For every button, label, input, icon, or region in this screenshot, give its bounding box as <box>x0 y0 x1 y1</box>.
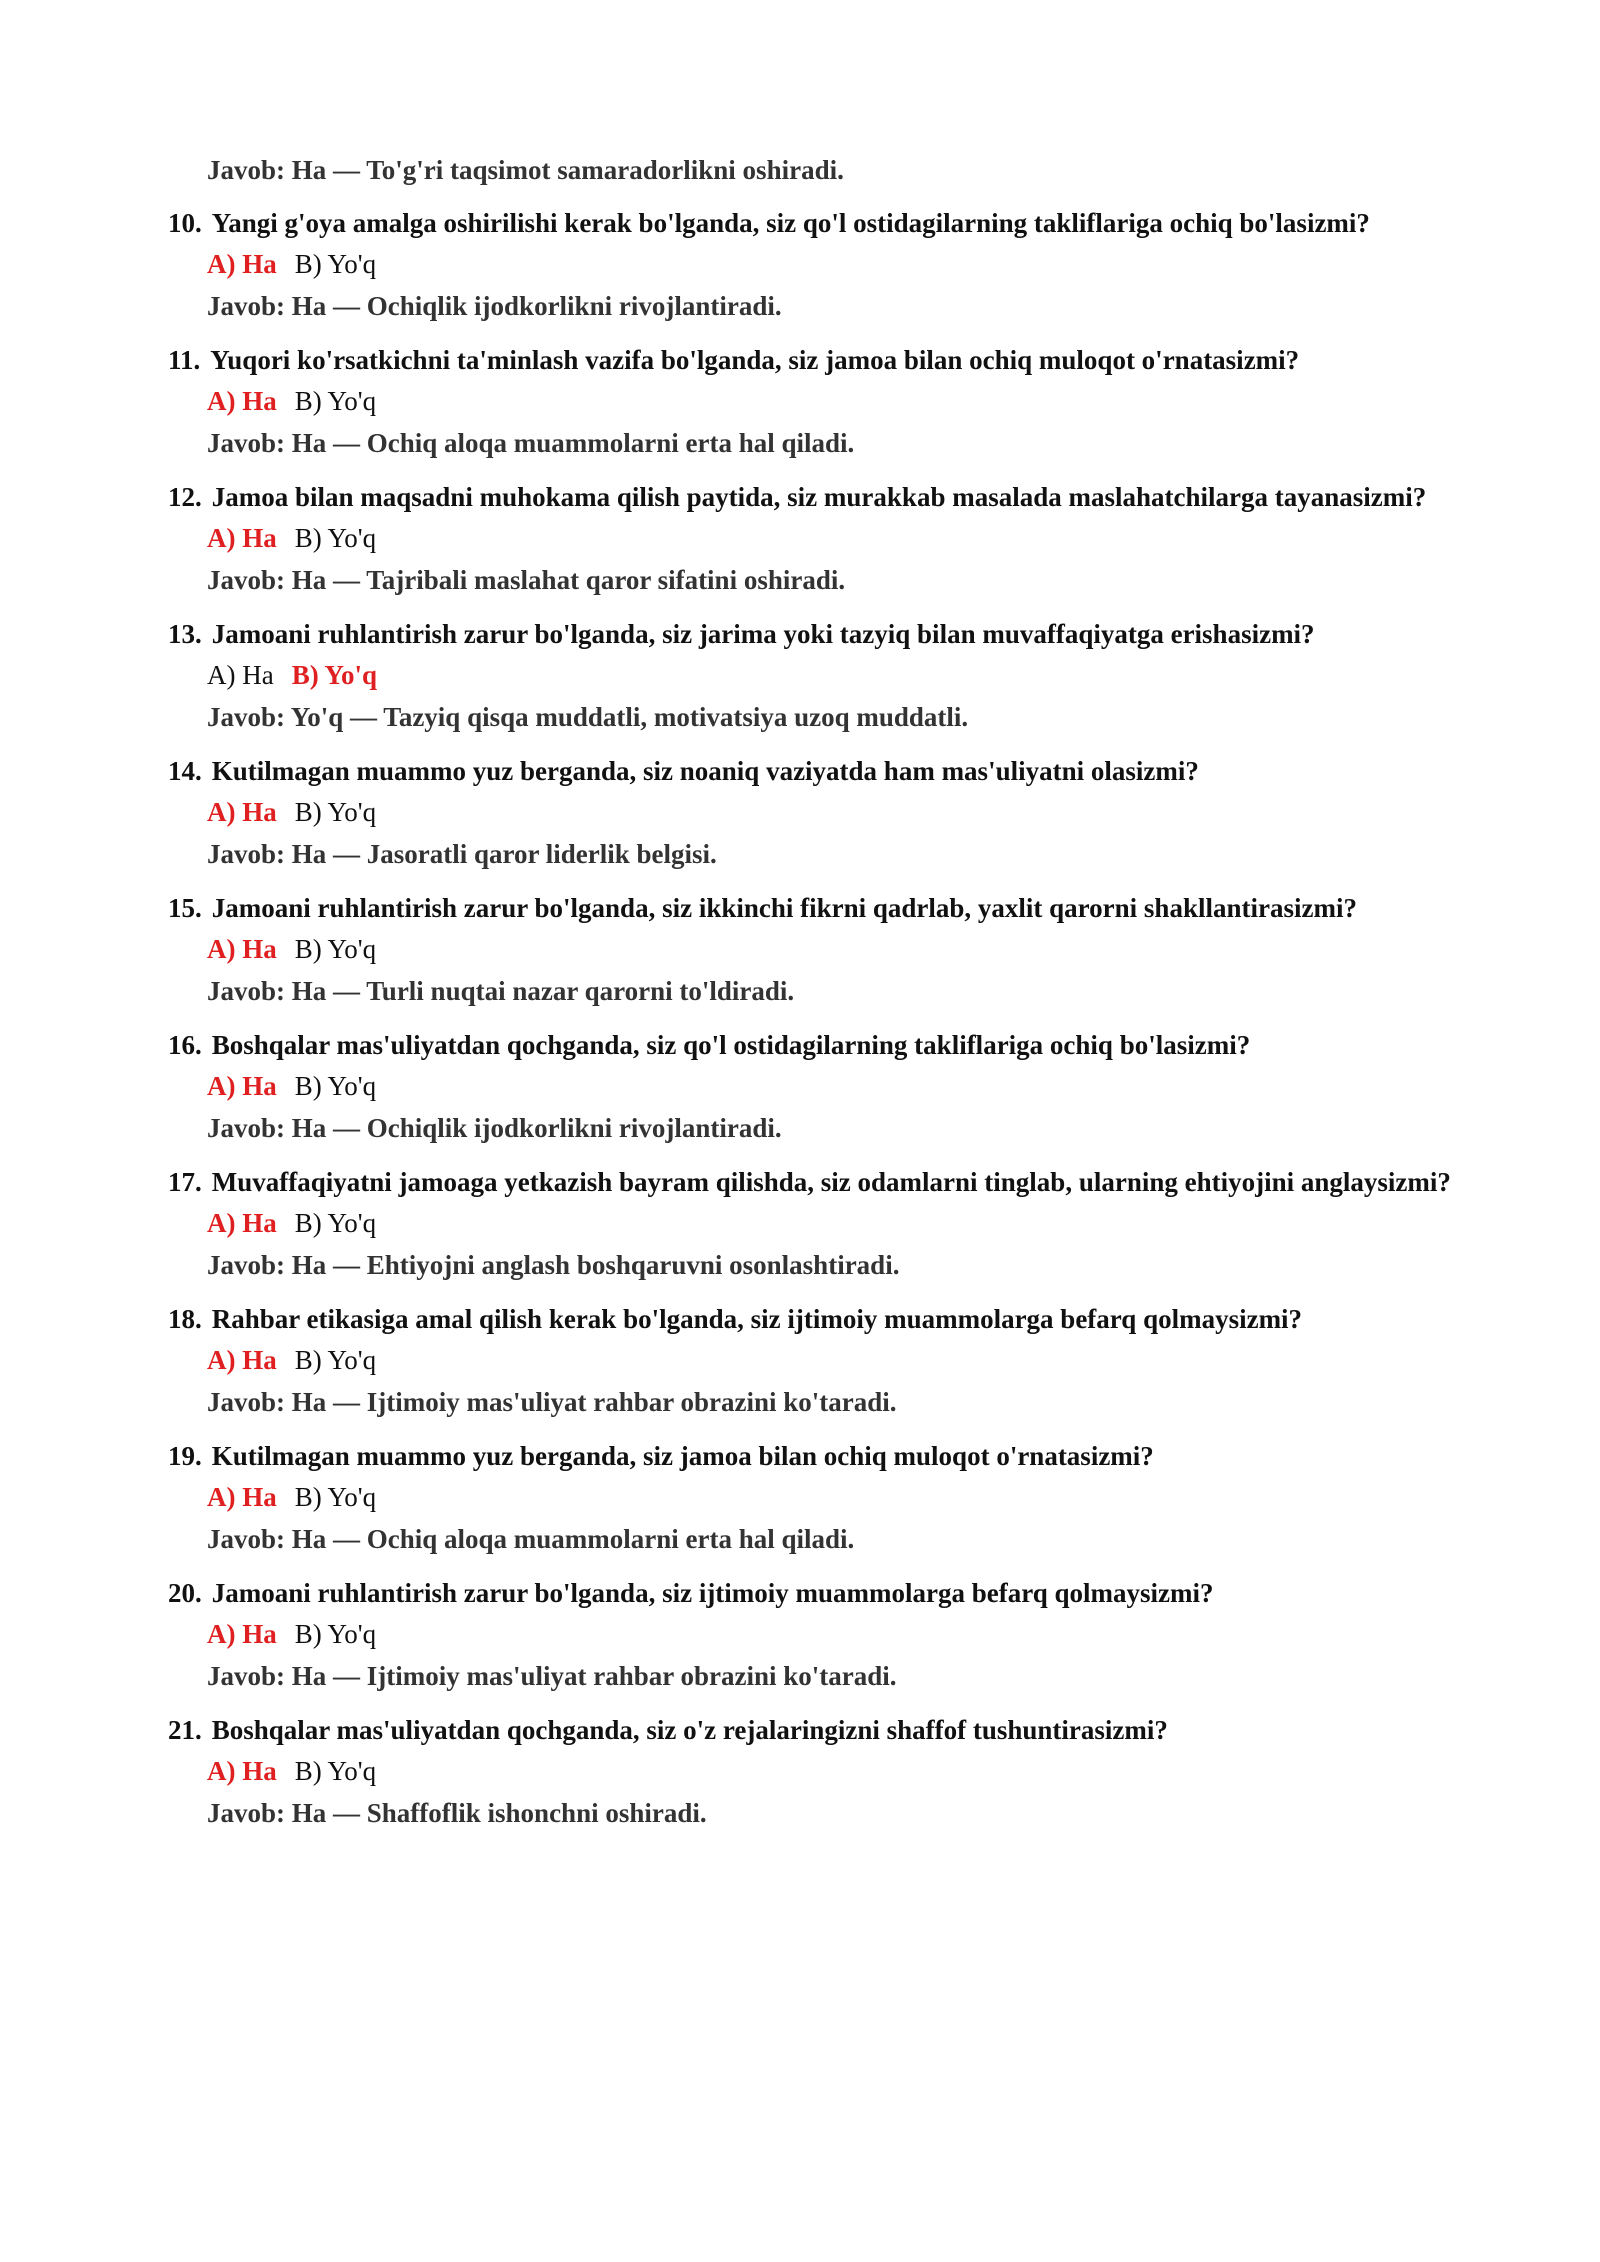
question-block <box>168 341 1458 464</box>
question-text <box>168 752 1458 791</box>
option-b[interactable]: B) Yo'q <box>291 660 378 690</box>
question-label: Kutilmagan muammo yuz berganda, siz noaniq vaziyatda ham mas'uliyatni olasizmi? <box>211 756 1199 786</box>
option-a[interactable]: A) Ha <box>207 797 277 827</box>
option-a[interactable]: A) Ha <box>207 386 277 416</box>
question-label: Jamoani ruhlantirish zarur bo'lganda, siz ijtimoiy muammolarga befarq qolmaysizmi? <box>211 1578 1214 1608</box>
question-number: 14. <box>168 756 202 786</box>
question-list <box>168 204 1458 1834</box>
question-block <box>168 1163 1458 1286</box>
question-label: Rahbar etikasiga amal qilish kerak bo'lganda, siz ijtimoiy muammolarga befarq qolmaysizmi? <box>211 1304 1303 1334</box>
options-row <box>207 1065 1458 1107</box>
option-a[interactable]: A) Ha <box>207 934 277 964</box>
answer-line: Javob: Ha — Ochiqlik ijodkorlikni rivojlantiradi. <box>207 291 782 321</box>
options-row <box>207 791 1458 833</box>
question-block <box>168 889 1458 1012</box>
answer-line: Javob: Ha — Ijtimoiy mas'uliyat rahbar obrazini ko'taradi. <box>207 1387 897 1417</box>
question-text <box>168 1163 1458 1202</box>
options-row <box>207 1613 1458 1655</box>
question-number: 18. <box>168 1304 202 1334</box>
question-number: 12. <box>168 482 202 512</box>
options-row <box>207 654 1458 696</box>
question-text <box>168 615 1458 654</box>
question-label: Yangi g'oya amalga oshirilishi kerak bo'lganda, siz qo'l ostidagilarning takliflariga ochiq bo'lasizmi? <box>211 208 1370 238</box>
option-b[interactable]: B) Yo'q <box>294 1619 377 1649</box>
answer-line: Javob: Ha — Ijtimoiy mas'uliyat rahbar obrazini ko'taradi. <box>207 1661 897 1691</box>
question-block <box>168 1300 1458 1423</box>
answer-line: Javob: Ha — Turli nuqtai nazar qarorni to'ldiradi. <box>207 976 795 1006</box>
question-label: Yuqori ko'rsatkichni ta'minlash vazifa bo'lganda, siz jamoa bilan ochiq muloqot o'rnatasizmi? <box>210 345 1300 375</box>
options-row <box>207 928 1458 970</box>
question-number: 16. <box>168 1030 202 1060</box>
answer-line: Javob: Ha — To'g'ri taqsimot samaradorlikni oshiradi. <box>207 155 844 185</box>
option-b[interactable]: B) Yo'q <box>294 1756 377 1786</box>
question-label: Jamoani ruhlantirish zarur bo'lganda, siz jarima yoki tazyiq bilan muvaffaqiyatga erishasizmi? <box>211 619 1315 649</box>
option-b[interactable]: B) Yo'q <box>294 1208 377 1238</box>
answer-line: Javob: Ha — Ochiq aloqa muammolarni erta hal qiladi. <box>207 1524 855 1554</box>
answer-line: Javob: Ha — Ehtiyojni anglash boshqaruvni osonlashtiradi. <box>207 1250 900 1280</box>
option-b[interactable]: B) Yo'q <box>294 249 377 279</box>
question-number: 10. <box>168 208 202 238</box>
option-b[interactable]: B) Yo'q <box>294 523 377 553</box>
question-block <box>168 478 1458 601</box>
question-block <box>168 1711 1458 1834</box>
option-b[interactable]: B) Yo'q <box>294 1482 377 1512</box>
question-text <box>168 478 1458 517</box>
question-text <box>168 204 1458 243</box>
answer-line: Javob: Ha — Jasoratli qaror liderlik belgisi. <box>207 839 717 869</box>
options-row <box>207 1750 1458 1792</box>
answer-line: Javob: Ha — Ochiqlik ijodkorlikni rivojlantiradi. <box>207 1113 782 1143</box>
option-b[interactable]: B) Yo'q <box>294 1071 377 1101</box>
question-label: Boshqalar mas'uliyatdan qochganda, siz qo'l ostidagilarning takliflariga ochiq bo'lasizmi? <box>211 1030 1251 1060</box>
question-block <box>168 1574 1458 1697</box>
question-label: Jamoani ruhlantirish zarur bo'lganda, siz ikkinchi fikrni qadrlab, yaxlit qarorni shakllantirasizmi? <box>211 893 1357 923</box>
answer-line: Javob: Ha — Ochiq aloqa muammolarni erta hal qiladi. <box>207 428 855 458</box>
options-row <box>207 1476 1458 1518</box>
question-text <box>168 1026 1458 1065</box>
question-number: 13. <box>168 619 202 649</box>
question-block <box>168 615 1458 738</box>
answer-line: Javob: Ha — Shaffoflik ishonchni oshiradi. <box>207 1798 707 1828</box>
option-a[interactable]: A) Ha <box>207 1208 277 1238</box>
option-b[interactable]: B) Yo'q <box>294 797 377 827</box>
option-b[interactable]: B) Yo'q <box>294 1345 377 1375</box>
option-a[interactable]: A) Ha <box>207 1482 277 1512</box>
question-number: 20. <box>168 1578 202 1608</box>
option-b[interactable]: B) Yo'q <box>294 934 377 964</box>
option-a[interactable]: A) Ha <box>207 1071 277 1101</box>
question-label: Kutilmagan muammo yuz berganda, siz jamoa bilan ochiq muloqot o'rnatasizmi? <box>211 1441 1154 1471</box>
question-block <box>168 1026 1458 1149</box>
answer-line: Javob: Yo'q — Tazyiq qisqa muddatli, motivatsiya uzoq muddatli. <box>207 702 969 732</box>
question-number: 21. <box>168 1715 202 1745</box>
question-block <box>168 204 1458 327</box>
question-text <box>168 1300 1458 1339</box>
option-a[interactable]: A) Ha <box>207 1345 277 1375</box>
question-number: 17. <box>168 1167 202 1197</box>
question-number: 15. <box>168 893 202 923</box>
question-number: 11. <box>168 345 201 375</box>
question-label: Jamoa bilan maqsadni muhokama qilish paytida, siz murakkab masalada maslahatchilarga tayanasizmi? <box>211 482 1427 512</box>
option-b[interactable]: B) Yo'q <box>294 386 377 416</box>
option-a[interactable]: A) Ha <box>207 249 277 279</box>
question-number: 19. <box>168 1441 202 1471</box>
options-row <box>207 243 1458 285</box>
option-a[interactable]: A) Ha <box>207 1756 277 1786</box>
question-text <box>168 1437 1458 1476</box>
option-a[interactable]: A) Ha <box>207 1619 277 1649</box>
options-row <box>207 1202 1458 1244</box>
options-row <box>207 1339 1458 1381</box>
options-row <box>207 517 1458 559</box>
options-row <box>207 380 1458 422</box>
question-text <box>168 1711 1458 1750</box>
question-label: Boshqalar mas'uliyatdan qochganda, siz o'z rejalaringizni shaffof tushuntirasizmi? <box>211 1715 1168 1745</box>
question-label: Muvaffaqiyatni jamoaga yetkazish bayram qilishda, siz odamlarni tinglab, ularning ehtiyojini anglaysizmi? <box>211 1167 1451 1197</box>
question-text <box>168 1574 1458 1613</box>
question-text <box>168 889 1458 928</box>
question-block <box>168 1437 1458 1560</box>
option-a[interactable]: A) Ha <box>207 523 277 553</box>
question-text <box>168 341 1458 380</box>
option-a[interactable]: A) Ha <box>207 660 274 690</box>
question-block <box>168 752 1458 875</box>
document-content <box>168 150 1458 1848</box>
answer-line: Javob: Ha — Tajribali maslahat qaror sifatini oshiradi. <box>207 565 846 595</box>
